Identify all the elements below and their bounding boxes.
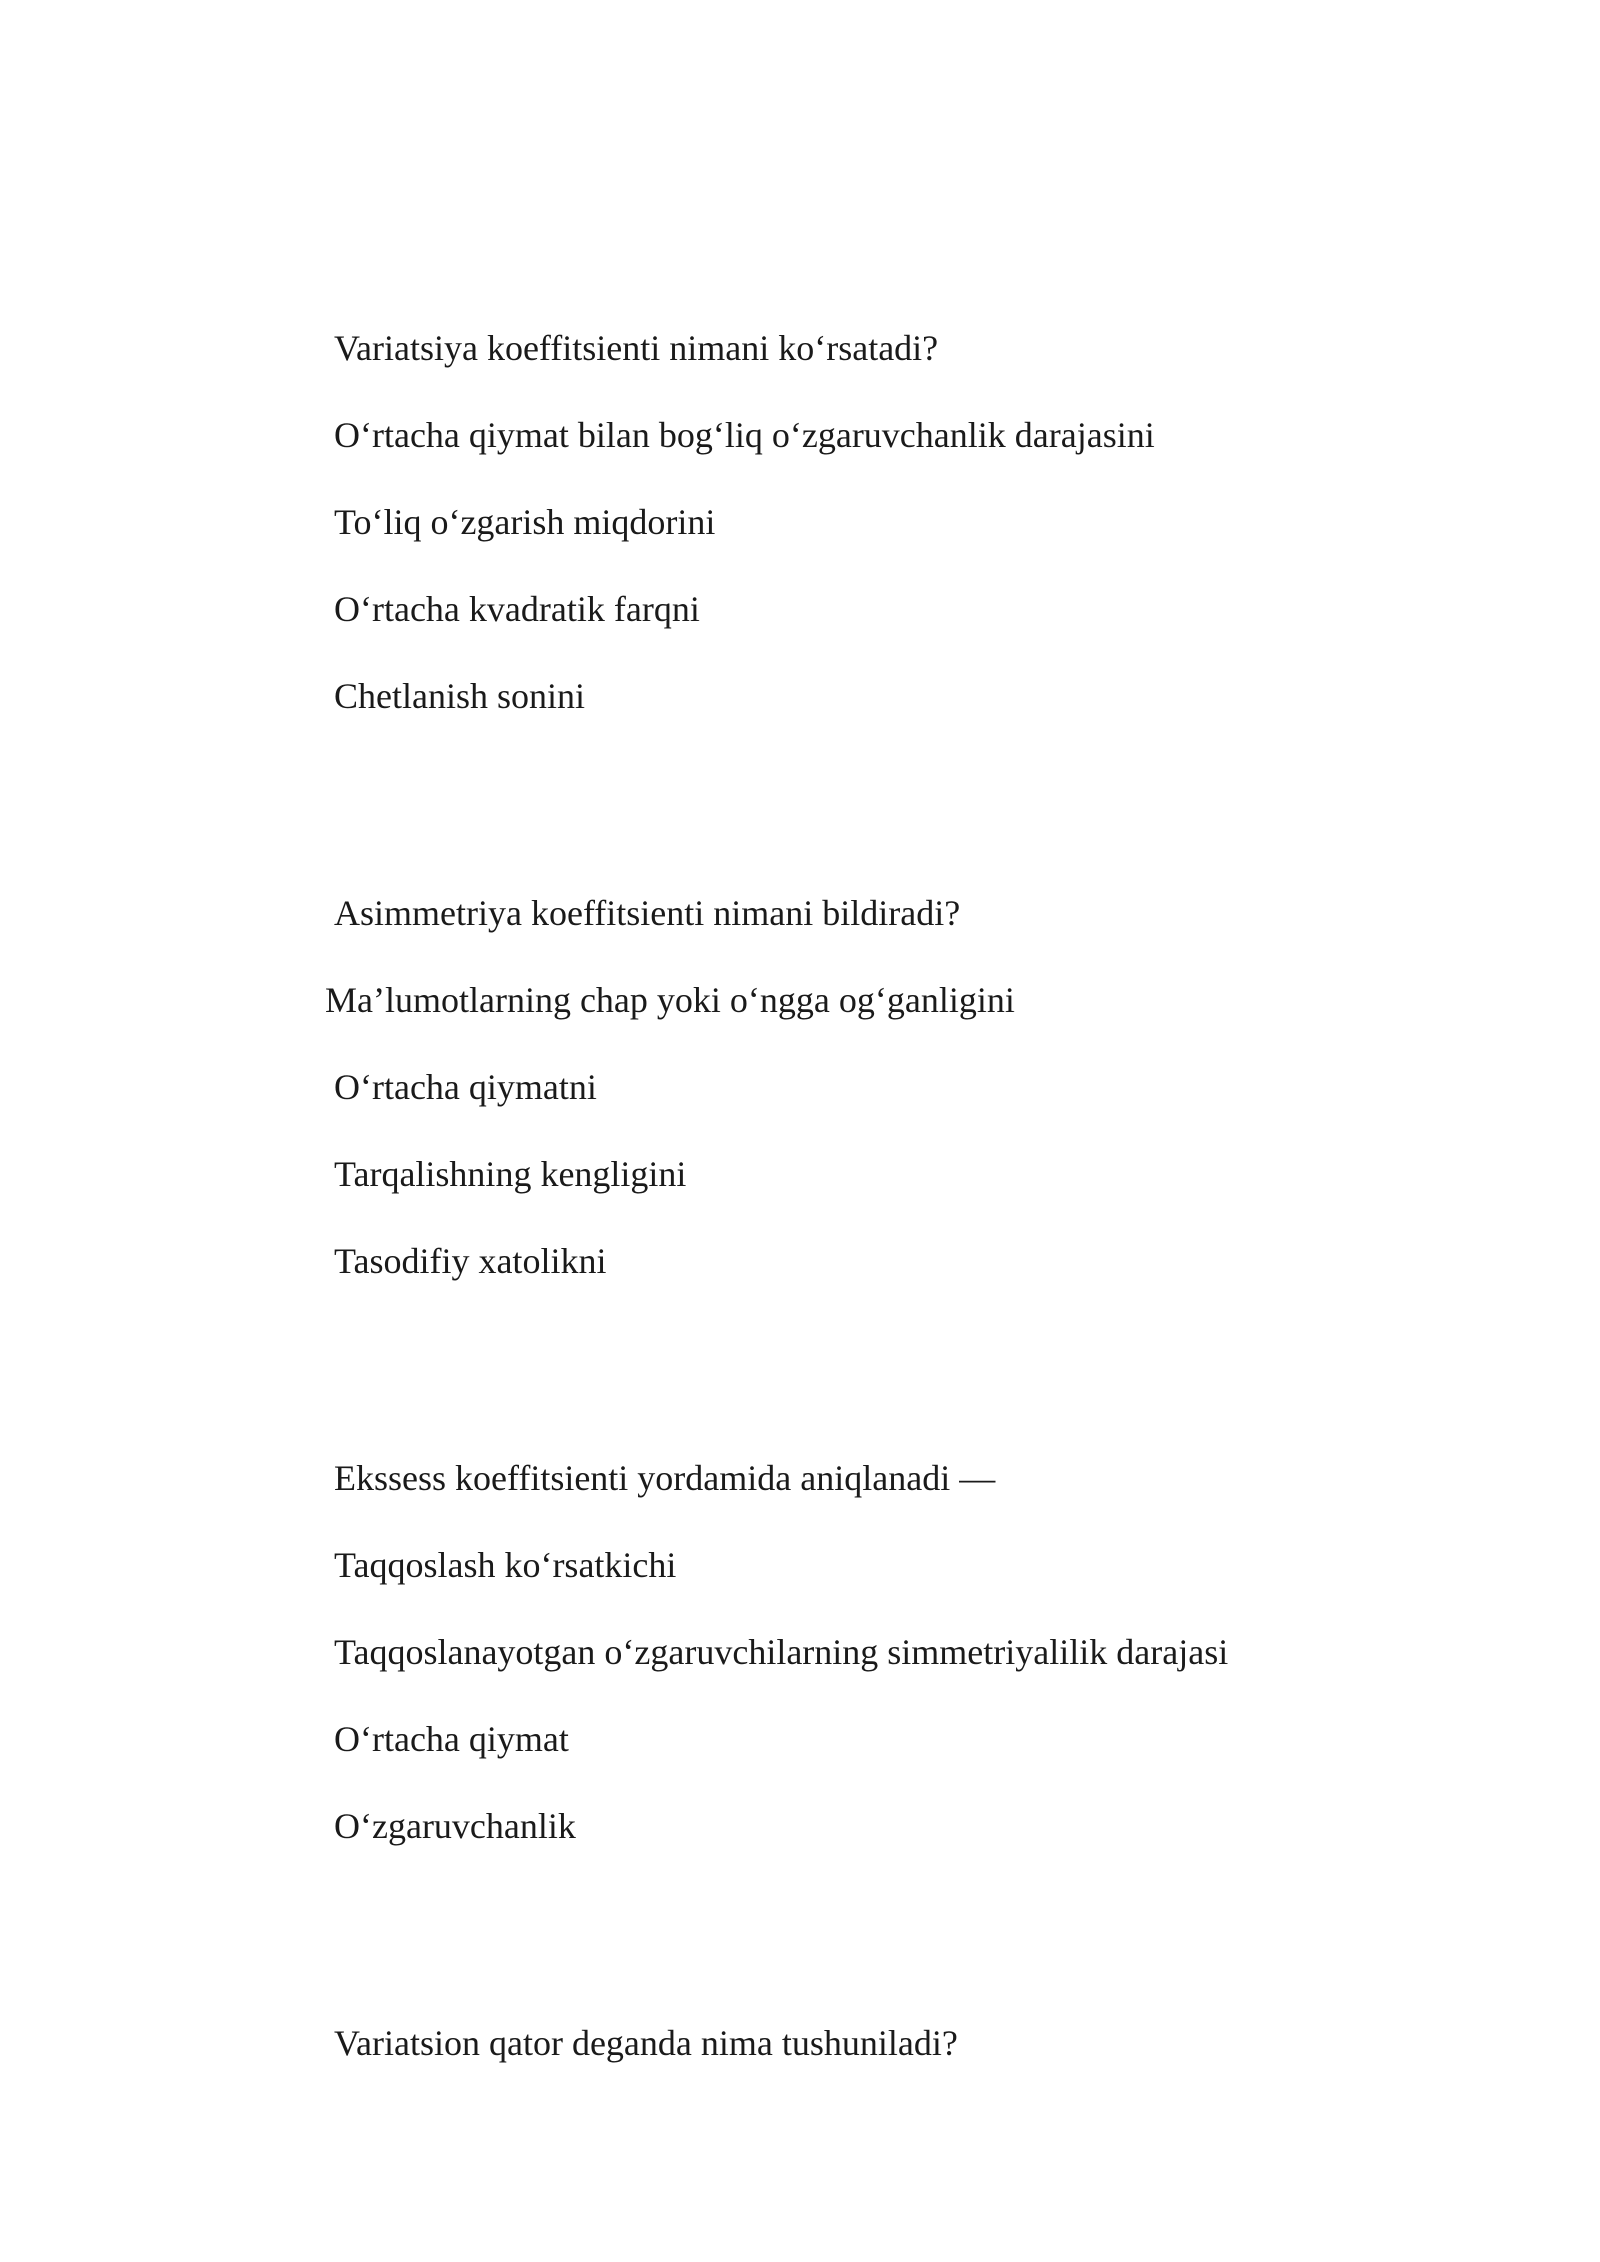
question-3-option-3: O‘rtacha qiymat xyxy=(334,1719,569,1759)
question-3-option-4: O‘zgaruvchanlik xyxy=(334,1806,576,1846)
question-1-option-2: To‘liq o‘zgarish miqdorini xyxy=(334,502,716,542)
question-3-text: Ekssess koeffitsienti yordamida aniqlanadi — xyxy=(334,1458,996,1498)
question-1-option-1: O‘rtacha qiymat bilan bog‘liq o‘zgaruvchanlik darajasini xyxy=(334,415,1155,455)
question-4-text: Variatsion qator deganda nima tushuniladi? xyxy=(334,2023,958,2063)
question-3-option-2: Taqqoslanayotgan o‘zgaruvchilarning simmetriyalilik darajasi xyxy=(334,1632,1229,1672)
question-2-option-4: Tasodifiy xatolikni xyxy=(334,1241,607,1281)
question-2-text: Asimmetriya koeffitsienti nimani bildiradi? xyxy=(334,893,961,933)
question-1-option-4: Chetlanish sonini xyxy=(334,676,585,716)
question-1-option-3: O‘rtacha kvadratik farqni xyxy=(334,589,700,629)
question-2-option-3: Tarqalishning kengligini xyxy=(334,1154,687,1194)
question-1-text: Variatsiya koeffitsienti nimani ko‘rsatadi? xyxy=(334,328,939,368)
question-2-option-1: Ma’lumotlarning chap yoki o‘ngga og‘ganligini xyxy=(325,980,1015,1020)
question-2-option-2: O‘rtacha qiymatni xyxy=(334,1067,597,1107)
question-3-option-1: Taqqoslash ko‘rsatkichi xyxy=(334,1545,677,1585)
